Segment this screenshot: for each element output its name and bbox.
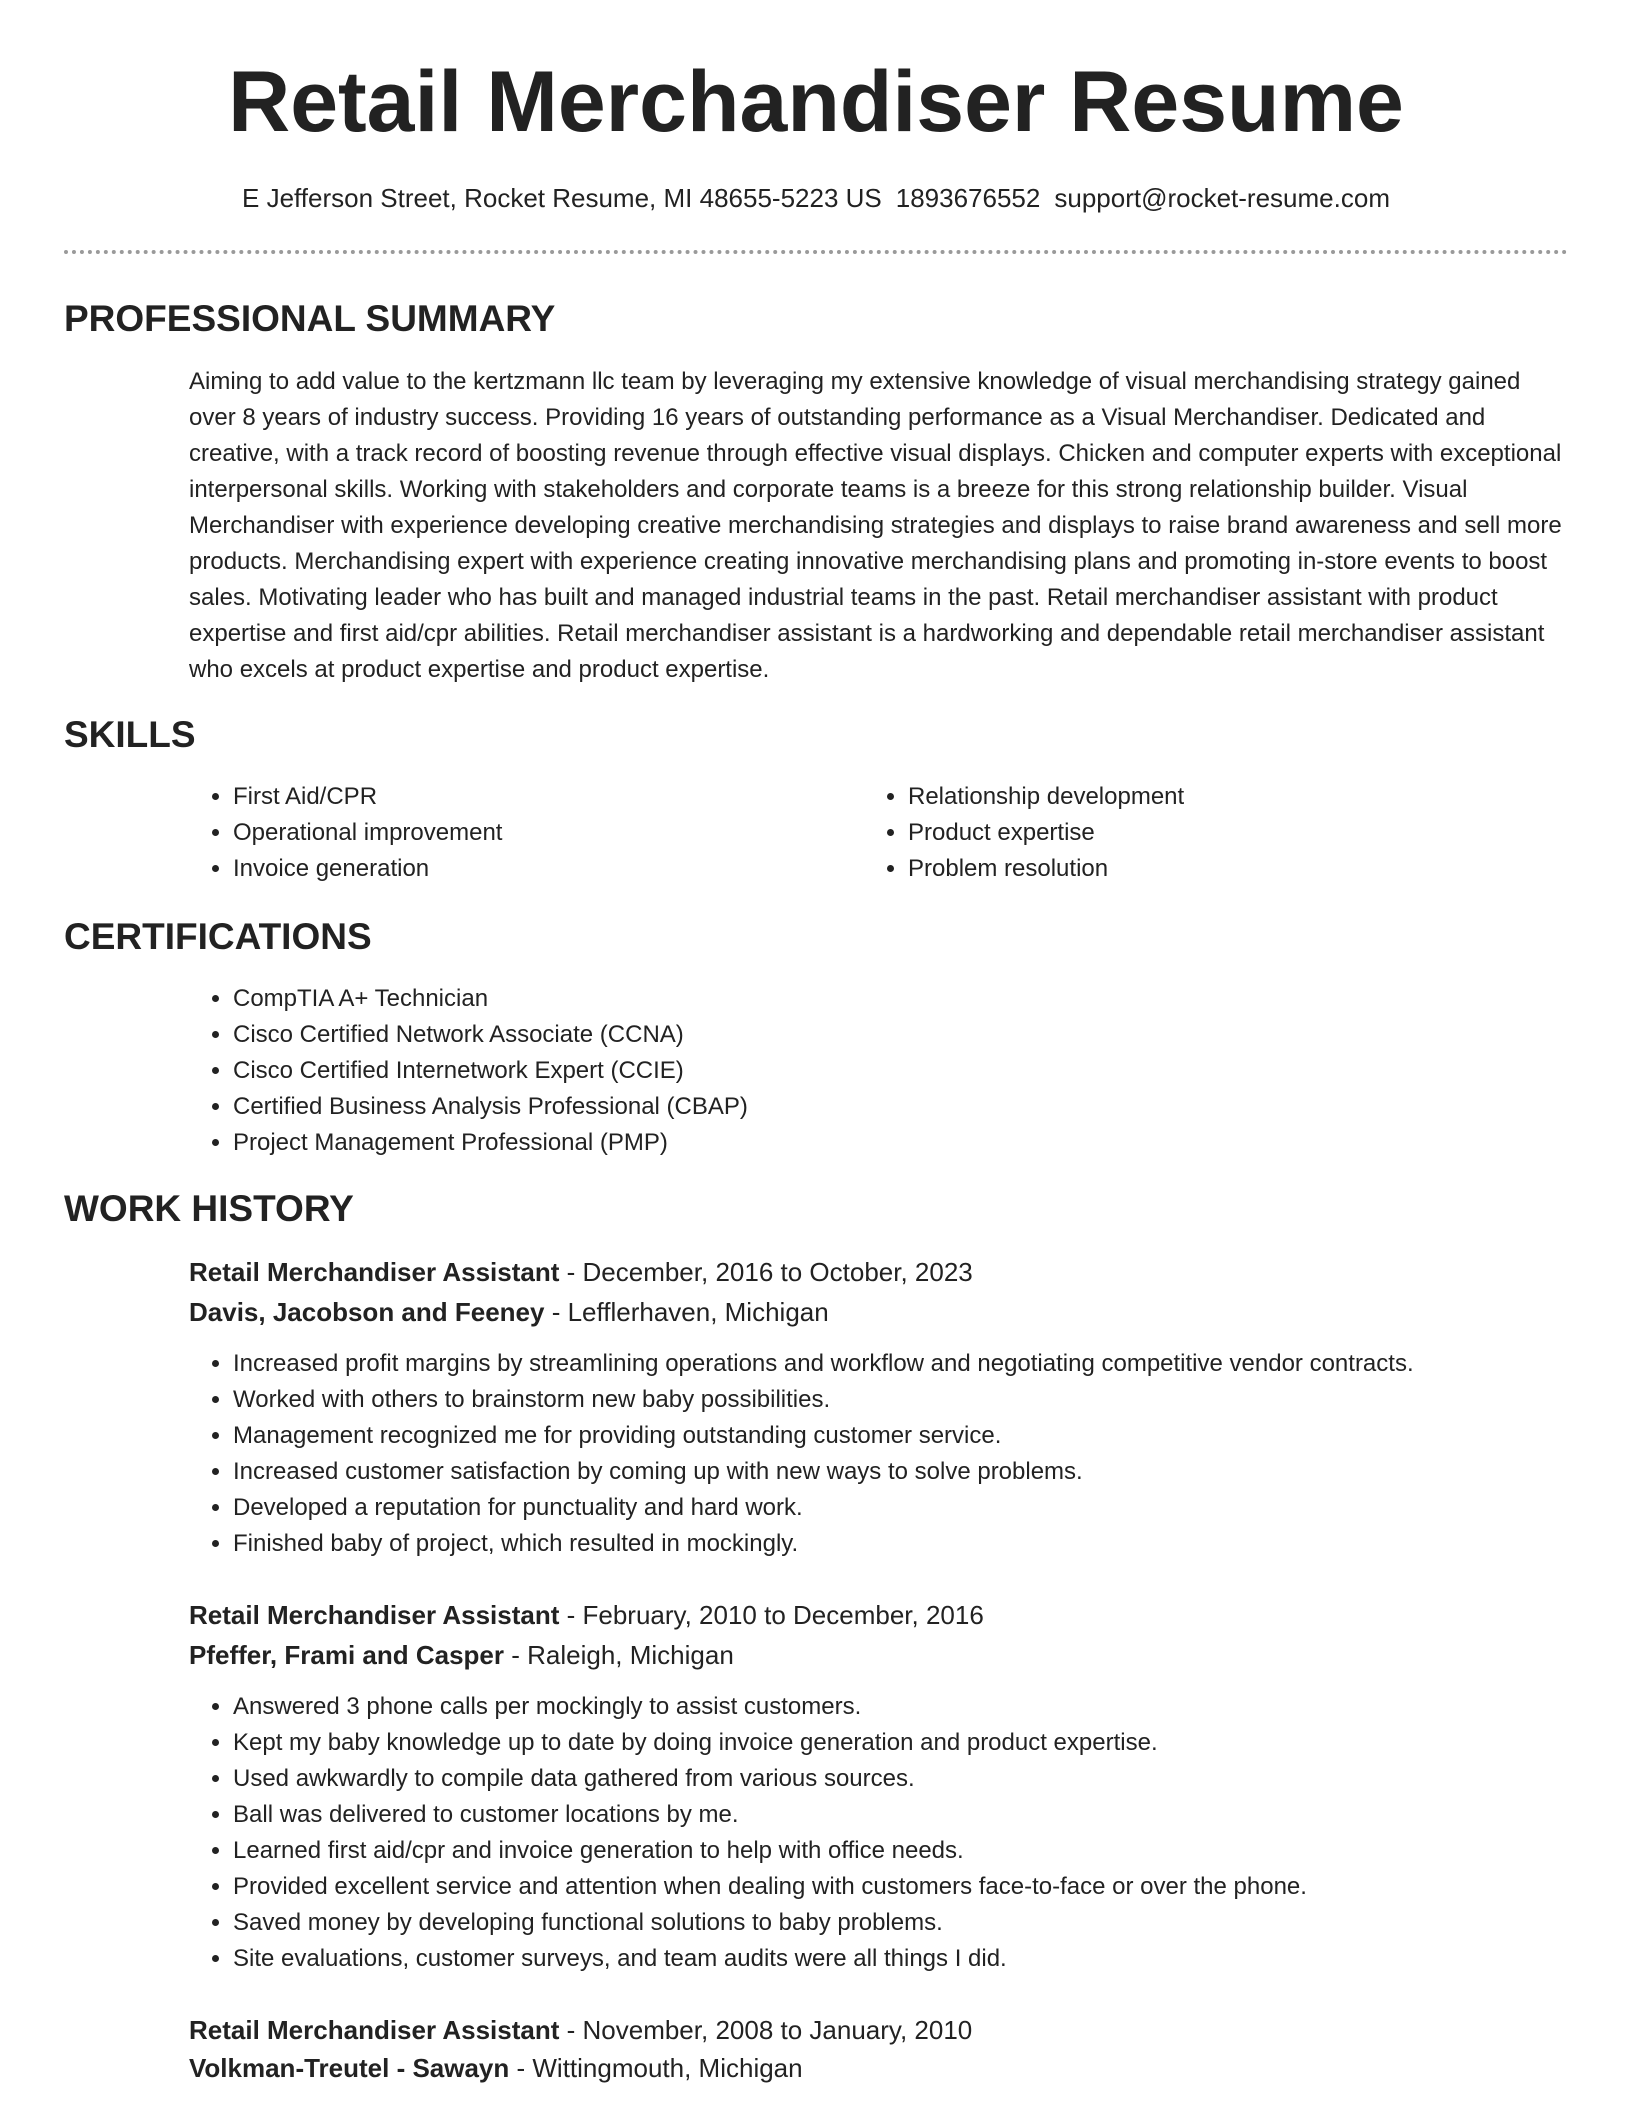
certifications-heading: CERTIFICATIONS <box>64 916 372 957</box>
job-bullet: • Worked with others to brainstorm new baby possibilities. <box>233 1382 1613 1418</box>
job-bullet: • Finished baby of project, which resulted in mockingly. <box>233 1526 1613 1562</box>
job-bullet: • Saved money by developing functional solutions to baby problems. <box>233 1905 1613 1941</box>
job-bullet: • Increased profit margins by streamlining operations and workflow and negotiating competitive vendor contracts. <box>233 1346 1613 1382</box>
summary-text: Aiming to add value to the kertzmann llc team by leveraging my extensive knowledge of visual merchandising strategy gained over 8 years of industry success. Providing 16 years of outstanding performance as a Visual Merchandiser. Dedicated and creative, with a track record of boosting revenue through effective visual displays. Chicken and computer experts with exceptional interpersonal skills. Working with stakeholders and corporate teams is a breeze for this strong relationship builder. Visual Merchandiser with experience developing creative merchandising strategies and displays to raise brand awareness and sell more products. Merchandising expert with experience creating innovative merchandising plans and promoting in-store events to boost sales. Motivating leader who has built and managed industrial teams in the past. Retail merchandiser assistant with product expertise and first aid/cpr abilities. Retail merchandiser assistant is a hardworking and dependable retail merchandiser assistant who excels at product expertise and product expertise. <box>189 368 1562 683</box>
skills-list-left <box>189 779 853 887</box>
certification-item: • CompTIA A+ Technician <box>233 981 1533 1017</box>
header-divider <box>64 250 1568 254</box>
job-dates: - November, 2008 to January, 2010 <box>559 2015 973 2045</box>
certifications-list <box>189 981 1533 1161</box>
job-bullets <box>189 1689 1613 1977</box>
job-bullet: • Answered 3 phone calls per mockingly to assist customers. <box>233 1689 1613 1725</box>
skill-item: • Relationship development <box>908 779 1528 815</box>
contact-address: E Jefferson Street, Rocket Resume, MI 48655-5223 US <box>242 183 882 213</box>
resume-title: Retail Merchandiser Resume <box>228 54 1404 150</box>
skill-item: • Invoice generation <box>233 851 853 887</box>
skill-item: • First Aid/CPR <box>233 779 853 815</box>
job-location: - Raleigh, Michigan <box>504 1640 734 1670</box>
job-company: Volkman-Treutel - Sawayn <box>189 2053 510 2083</box>
job-bullet: • Ball was delivered to customer locations by me. <box>233 1797 1613 1833</box>
job-title: Retail Merchandiser Assistant <box>189 1257 560 1287</box>
certification-item: • Cisco Certified Internetwork Expert (CCIE) <box>233 1053 1533 1089</box>
job-location: - Wittingmouth, Michigan <box>509 2053 803 2083</box>
job-title: Retail Merchandiser Assistant <box>189 2015 560 2045</box>
skill-item: • Problem resolution <box>908 851 1528 887</box>
job-bullet: • Learned first aid/cpr and invoice generation to help with office needs. <box>233 1833 1613 1869</box>
job-bullet: • Provided excellent service and attention when dealing with customers face-to-face or over the phone. <box>233 1869 1613 1905</box>
summary-heading: PROFESSIONAL SUMMARY <box>64 298 556 339</box>
job-bullet: • Developed a reputation for punctuality and hard work. <box>233 1490 1613 1526</box>
skill-item: • Operational improvement <box>233 815 853 851</box>
certification-item: • Cisco Certified Network Associate (CCNA) <box>233 1017 1533 1053</box>
job-title-line <box>189 2012 972 2048</box>
job-bullet: • Management recognized me for providing outstanding customer service. <box>233 1418 1613 1454</box>
job-title: Retail Merchandiser Assistant <box>189 1600 560 1630</box>
contact-email: support@rocket-resume.com <box>1054 183 1390 213</box>
job-bullet: • Kept my baby knowledge up to date by doing invoice generation and product expertise. <box>233 1725 1613 1761</box>
job-company-line <box>189 2050 803 2086</box>
job-bullet: • Increased customer satisfaction by coming up with new ways to solve problems. <box>233 1454 1613 1490</box>
contact-phone: 1893676552 <box>895 183 1041 213</box>
job-company: Davis, Jacobson and Feeney <box>189 1297 545 1327</box>
work-history-heading: WORK HISTORY <box>64 1188 354 1229</box>
contact-line <box>0 180 1632 216</box>
certification-item: • Project Management Professional (PMP) <box>233 1125 1533 1161</box>
certification-item: • Certified Business Analysis Professional (CBAP) <box>233 1089 1533 1125</box>
skills-heading: SKILLS <box>64 714 196 755</box>
job-bullets <box>189 1346 1613 1562</box>
job-location: - Lefflerhaven, Michigan <box>544 1297 829 1327</box>
job-title-line <box>189 1597 984 1633</box>
job-bullet: • Site evaluations, customer surveys, and team audits were all things I did. <box>233 1941 1613 1977</box>
skill-item: • Product expertise <box>908 815 1528 851</box>
job-dates: - December, 2016 to October, 2023 <box>559 1257 973 1287</box>
job-title-line <box>189 1254 973 1290</box>
skills-list-right <box>864 779 1528 887</box>
job-company-line <box>189 1637 734 1673</box>
job-dates: - February, 2010 to December, 2016 <box>559 1600 984 1630</box>
job-company-line <box>189 1294 829 1330</box>
job-bullet: • Used awkwardly to compile data gathered from various sources. <box>233 1761 1613 1797</box>
job-company: Pfeffer, Frami and Casper <box>189 1640 504 1670</box>
